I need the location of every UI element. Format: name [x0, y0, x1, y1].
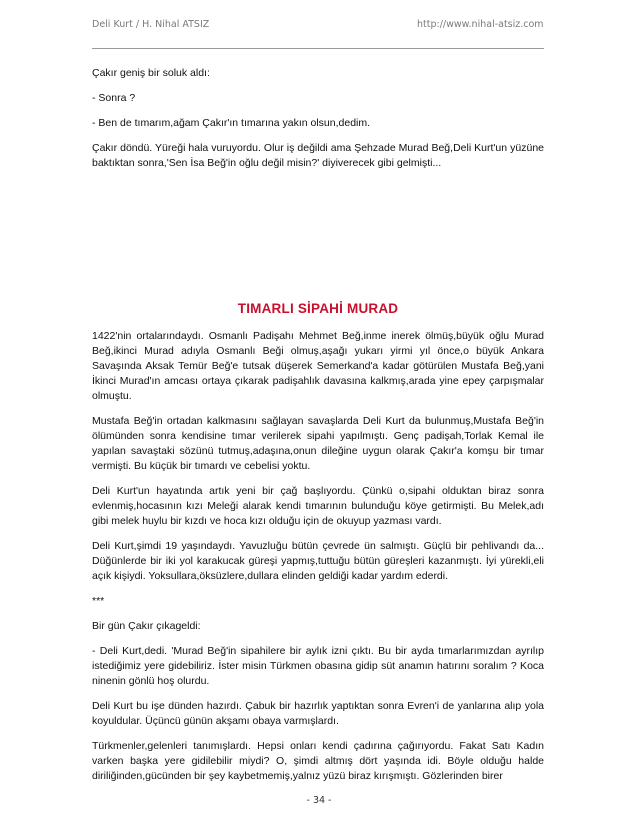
header-website-link[interactable]: http://www.nihal-atsiz.com — [417, 19, 544, 30]
section-separator: *** — [92, 595, 105, 607]
paragraph: Mustafa Beğ'in ortadan kalkmasını sağlayan savaşlarda Deli Kurt da bulunmuş,Mustafa Beğ'in ölümünden sonra kendisine tımar verilerek sipahi yapılmıştı. Genç padişah,Torlak Kemal ile yapılan savaştaki sözünü tutmuş,adaşına,onun dileğine uygun olarak Çakır'a komşu bir tımar vermişti. Bu küçük bir tımardı ve cebelisi yoktu. — [92, 415, 544, 472]
paragraph: Deli Kurt,şimdi 19 yaşındaydı. Yavuzluğu bütün çevrede ün salmıştı. Güçlü bir pehlivandı da... Düğünlerde bir iki yol karakucak güreşi yapmış,tuttuğu bütün güreşleri kazanmıştı. İyi yürekli,eli açık kişiydi. Yoksullara,öksüzlere,dullara elinden geldiği kadar yardım ederdi. — [92, 540, 544, 582]
header-author-title: Deli Kurt / H. Nihal ATSIZ — [92, 19, 210, 30]
paragraph: Deli Kurt'un hayatında artık yeni bir çağ başlıyordu. Çünkü o,sipahi olduktan biraz sonra evlenmiş,hocasının kızı Meleği alarak kendi tımarının bulunduğu köye getirmişti. Bu Melek,adı gibi melek huylu bir kızdı ve hoca kızı olduğu için de okuyup yazması vardı. — [92, 485, 544, 527]
section-gap — [92, 181, 544, 301]
header-divider — [92, 48, 544, 49]
page-body — [92, 66, 544, 794]
paragraph: - Sonra ? — [92, 92, 136, 104]
paragraph: Bir gün Çakır çıkageldi: — [92, 620, 201, 632]
paragraph: Çakır geniş bir soluk aldı: — [92, 67, 210, 79]
paragraph: 1422'nin ortalarındaydı. Osmanlı Padişahı Mehmet Beğ,inme inerek ölmüş,büyük oğlu Murad Beğ,ikinci Murad adıyla Osmanlı Beği olmuş,aşağı yukarı yirmi yıl önce,o büyük Ankara Savaşında Aksak Temür Beğ'e tutsak düşerek Semerkand'a kadar götürülen Mustafa Beğ,yani İkinci Murad'ın amcası ortaya çıkarak padişahlık davasına kalkmış,arada yine epey çarpışmalar olmuştu. — [92, 330, 544, 402]
paragraph: - Ben de tımarım,ağam Çakır'ın tımarına yakın olsun,dedim. — [92, 117, 371, 129]
paragraph: Çakır döndü. Yüreği hala vuruyordu. Olur iş değildi ama Şehzade Murad Beğ,Deli Kurt'un yüzüne baktıktan sonra,'Sen İsa Beğ'in oğlu değil misin?' diyiverecek gibi gelmişti... — [92, 142, 544, 169]
chapter-title: TIMARLI SİPAHİ MURAD — [237, 301, 399, 316]
paragraph: Deli Kurt bu işe dünden hazırdı. Çabuk bir hazırlık yaptıktan sonra Evren'i de yanlarına alıp yola koyuldular. Üçüncü günün akşamı obaya varmışlardı. — [92, 700, 544, 727]
page-number: - 34 - — [306, 795, 332, 806]
paragraph: - Deli Kurt,dedi. 'Murad Beğ'in sipahilere bir aylık izni çıktı. Bu bir ayda tımarlarımızdan ayrılıp istediğimiz yere gidebiliriz. İster misin Türkmen obasına gidip süt anamın hatırını soralım ? Koca ninenin gönlü hoş olurdu. — [92, 645, 544, 687]
paragraph: Türkmenler,gelenleri tanımışlardı. Hepsi onları kendi çadırına çağırıyordu. Fakat Satı Kadın varken başka yere gidilebilir miydi? O, şimdi altmış dört yaşında idi. Böyle olduğu halde diriliğinden,gücünden bir şey kaybetmemiş,yalnız yüzü biraz kırışmıştı. Gözlerinden birer — [92, 740, 544, 782]
